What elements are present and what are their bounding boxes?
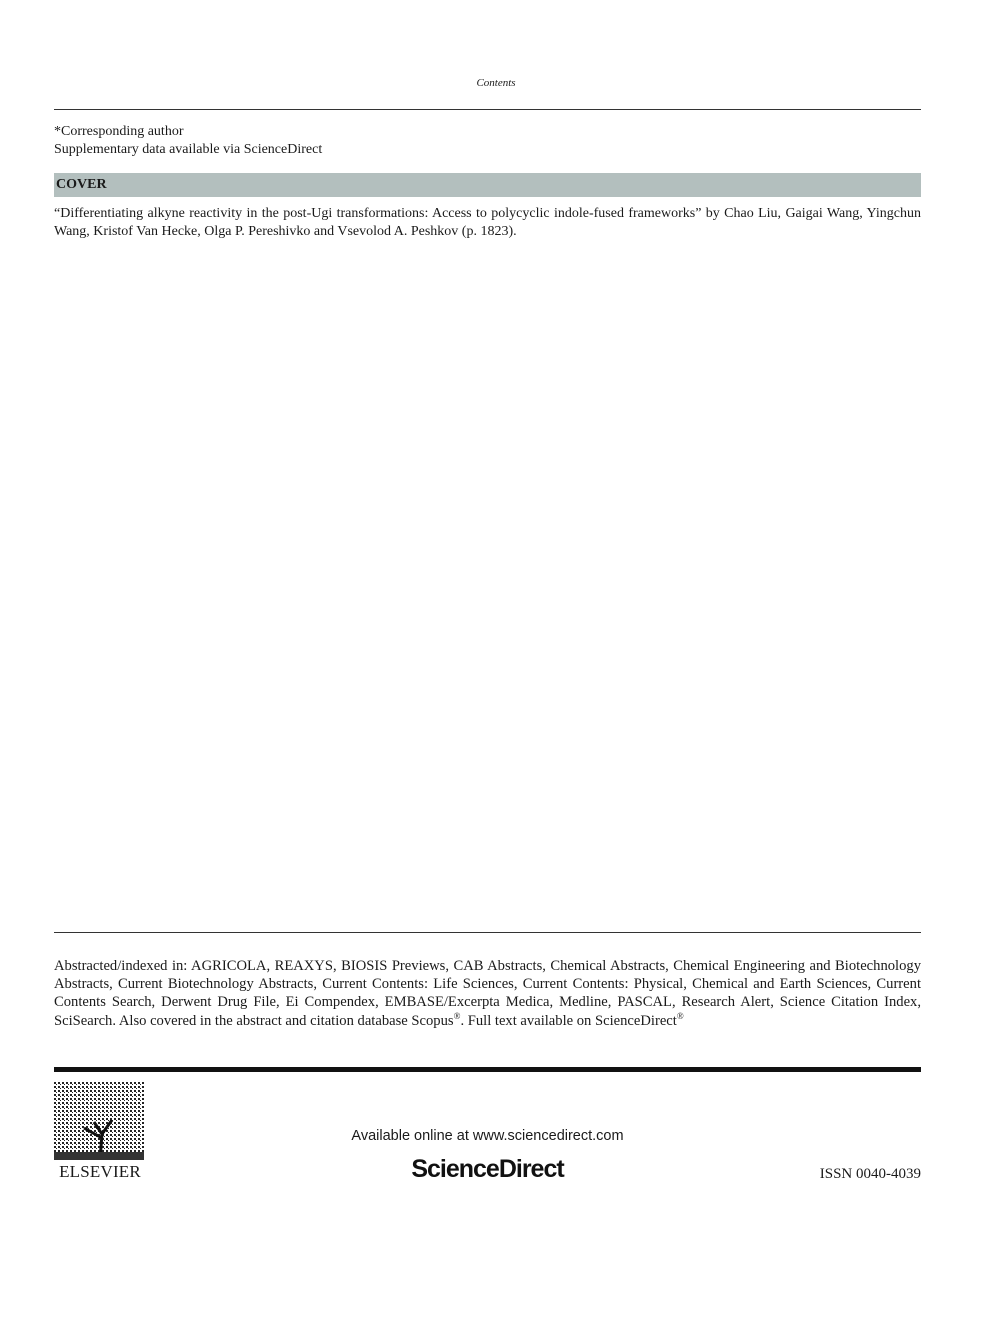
cover-heading-bar	[54, 173, 921, 197]
indexing-text-fulltext: . Full text available on ScienceDirect	[460, 1012, 677, 1029]
thick-rule	[54, 1067, 921, 1072]
available-online-text: Available online at www.sciencedirect.com	[351, 1128, 624, 1144]
indexing-text: Abstracted/indexed in: AGRICOLA, REAXYS, BIOSIS Previews, CAB Abstracts, Chemical Abstracts, Chemical Engineering and Biotechnology Abstracts, Current Biotechnology Abstracts, Current Contents: Life Sciences, Current Contents: Physical, Chemical and Earth Sciences, Current Contents Search, Derwent Drug File, Ei Compendex, EMBASE/Excerpta Medica, Medline, PASCAL, Research Alert, Science Citation Index, SciSearch. Also covered in the abstract and citation database Scopus	[54, 958, 921, 1029]
footnotes	[54, 123, 322, 158]
top-rule	[54, 109, 921, 110]
running-head: Contents	[476, 77, 516, 89]
indexing-statement	[54, 957, 921, 1030]
supplementary-note: Supplementary data available via ScienceDirect	[54, 141, 323, 157]
corresponding-author-note: *Corresponding author	[54, 124, 184, 139]
issn-number: ISSN 0040-4039	[819, 1166, 921, 1182]
registered-mark: ®	[453, 1010, 461, 1021]
cover-description: “Differentiating alkyne reactivity in the post-Ugi transformations: Access to polycyclic indole-fused frameworks” by Chao Liu, Gaigai Wang, Yingchun Wang, Kristof Van Hecke, Olga P. Pereshivko and Vsevolod A. Peshkov (p. 1823).	[54, 206, 921, 239]
sciencedirect-logo: ScienceDirect	[411, 1155, 564, 1183]
publisher-name: ELSEVIER	[59, 1162, 141, 1181]
middle-rule	[54, 932, 921, 933]
registered-mark: ®	[676, 1010, 684, 1021]
elsevier-tree-logo	[54, 1082, 144, 1160]
cover-heading: COVER	[56, 177, 107, 192]
